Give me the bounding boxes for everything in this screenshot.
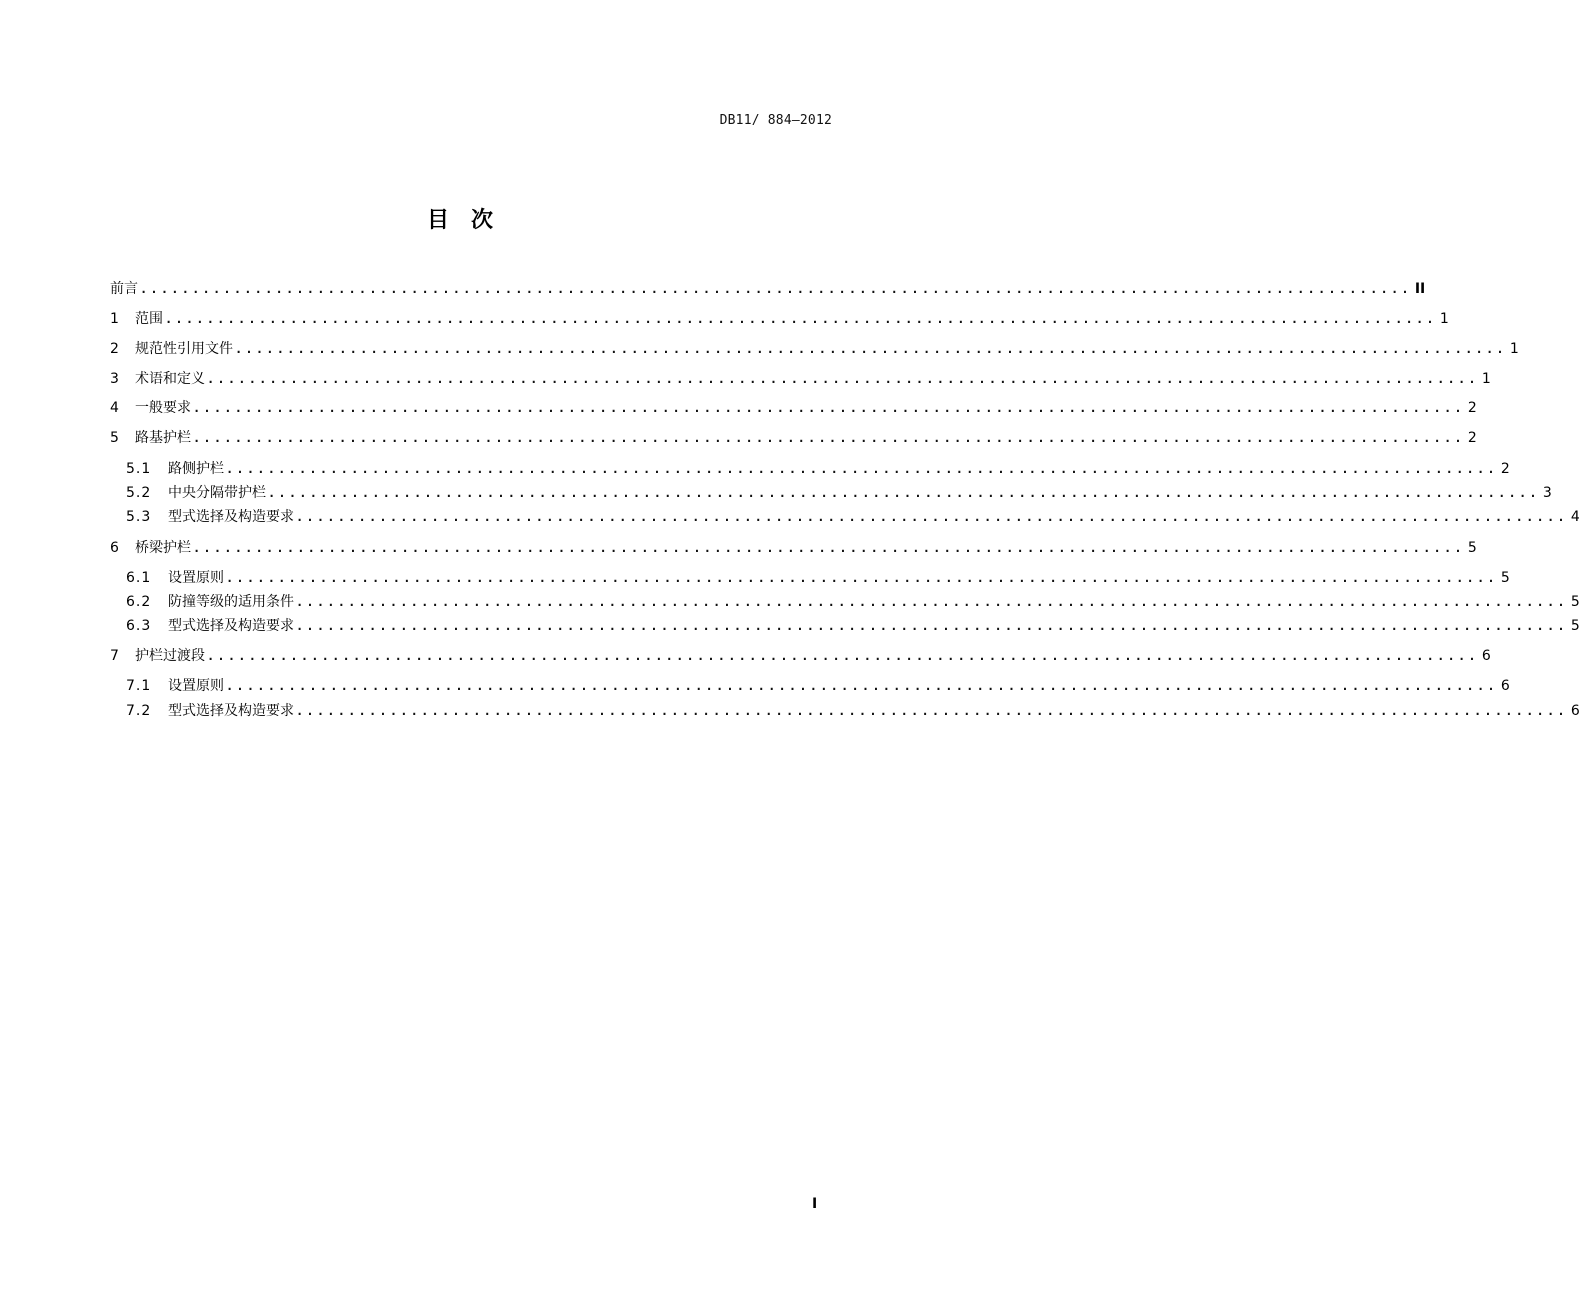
toc-dot-leader: .......................................................................................................................... [235,342,1507,356]
toc-entry-number: 7.2 [126,703,152,719]
toc-entry-1[interactable] [110,309,1449,329]
toc-entry-number: 7 [110,648,119,664]
toc-entry-number: 6.3 [126,618,152,634]
toc-entry-title: 桥梁护栏 [135,540,191,556]
toc-dot-leader: .......................................................................................................................... [296,595,1568,609]
toc-entry-title: 一般要求 [135,400,191,416]
toc-entry-page: 5 [1570,618,1580,634]
toc-entry-page: 1 [1509,341,1519,357]
toc-entry-title: 路侧护栏 [168,461,224,477]
toc-entry-title: 规范性引用文件 [135,341,233,357]
toc-entry-page: 1 [1481,371,1491,387]
toc-entry-page: 5 [1500,570,1510,586]
toc-entry-title: 护栏过渡段 [135,648,205,664]
toc-entry-number: 1 [110,311,119,327]
toc-entry-3[interactable] [110,369,1491,389]
document-code: DB11/ 884—2012 [719,113,832,128]
page-number: I [812,1196,818,1212]
toc-dot-leader: .......................................................................................................................... [226,571,1498,585]
toc-entry-number: 7.1 [126,678,152,694]
toc-entry-page: 2 [1500,461,1510,477]
toc-entry-number: 4 [110,400,119,416]
toc-entry-6-3[interactable] [126,616,1580,636]
toc-entry-foreword[interactable] [110,279,1426,299]
toc-entry-title: 中央分隔带护栏 [168,485,266,501]
toc-dot-leader: .......................................................................................................................... [193,401,1465,415]
toc-dot-leader: .......................................................................................................................... [140,282,1412,296]
toc-entry-5-2[interactable] [126,483,1552,503]
toc-entry-title: 型式选择及构造要求 [168,509,294,525]
toc-dot-leader: .......................................................................................................................... [165,312,1437,326]
toc-title: 目次 [426,208,515,233]
toc-entry-7[interactable] [110,646,1491,666]
toc-entry-5-1[interactable] [126,459,1510,479]
toc-entry-number: 6.1 [126,570,152,586]
toc-entry-number: 2 [110,341,119,357]
toc-entry-page: 4 [1570,509,1580,525]
toc-dot-leader: .......................................................................................................................... [207,649,1479,663]
toc-entry-number: 5 [110,430,119,446]
toc-entry-page: 3 [1542,485,1552,501]
toc-entry-page: 6 [1570,703,1580,719]
toc-entry-5[interactable] [110,428,1477,448]
toc-entry-page: 6 [1481,648,1491,664]
toc-dot-leader: .......................................................................................................................... [226,679,1498,693]
toc-entry-6-1[interactable] [126,568,1510,588]
toc-entry-page: 2 [1467,430,1477,446]
toc-entry-title: 术语和定义 [135,371,205,387]
toc-entry-page: 6 [1500,678,1510,694]
toc-entry-4[interactable] [110,398,1477,418]
toc-entry-page: 5 [1467,540,1477,556]
toc-entry-page: 2 [1467,400,1477,416]
toc-entry-title: 型式选择及构造要求 [168,618,294,634]
toc-entry-title: 设置原则 [168,570,224,586]
toc-dot-leader: .......................................................................................................................... [207,372,1479,386]
toc-entry-number: 5.2 [126,485,152,501]
toc-entry-title: 路基护栏 [135,430,191,446]
toc-entry-number: 3 [110,371,119,387]
toc-entry-2[interactable] [110,339,1519,359]
toc-dot-leader: .......................................................................................................................... [296,510,1568,524]
toc-entry-page: 1 [1439,311,1449,327]
toc-entry-page: 5 [1570,594,1580,610]
toc-entry-number: 5.3 [126,509,152,525]
toc-dot-leader: .......................................................................................................................... [193,541,1465,555]
toc-entry-title: 前言 [110,281,138,297]
toc-entry-title: 范围 [135,311,163,327]
toc-entry-6[interactable] [110,538,1477,558]
toc-entry-number: 6.2 [126,594,152,610]
toc-entry-title: 防撞等级的适用条件 [168,594,294,610]
toc-entry-title: 设置原则 [168,678,224,694]
toc-entry-number: 5.1 [126,461,152,477]
toc-entry-number: 6 [110,540,119,556]
toc-dot-leader: .......................................................................................................................... [296,619,1568,633]
toc-entry-7-1[interactable] [126,676,1510,696]
toc-dot-leader: .......................................................................................................................... [296,704,1568,718]
toc-entry-title: 型式选择及构造要求 [168,703,294,719]
toc-entry-5-3[interactable] [126,507,1580,527]
toc-dot-leader: .......................................................................................................................... [193,431,1465,445]
toc-dot-leader: .......................................................................................................................... [226,462,1498,476]
toc-entry-7-2[interactable] [126,701,1580,721]
toc-dot-leader: .......................................................................................................................... [268,486,1540,500]
toc-entry-page: II [1414,281,1426,297]
toc-entry-6-2[interactable] [126,592,1580,612]
